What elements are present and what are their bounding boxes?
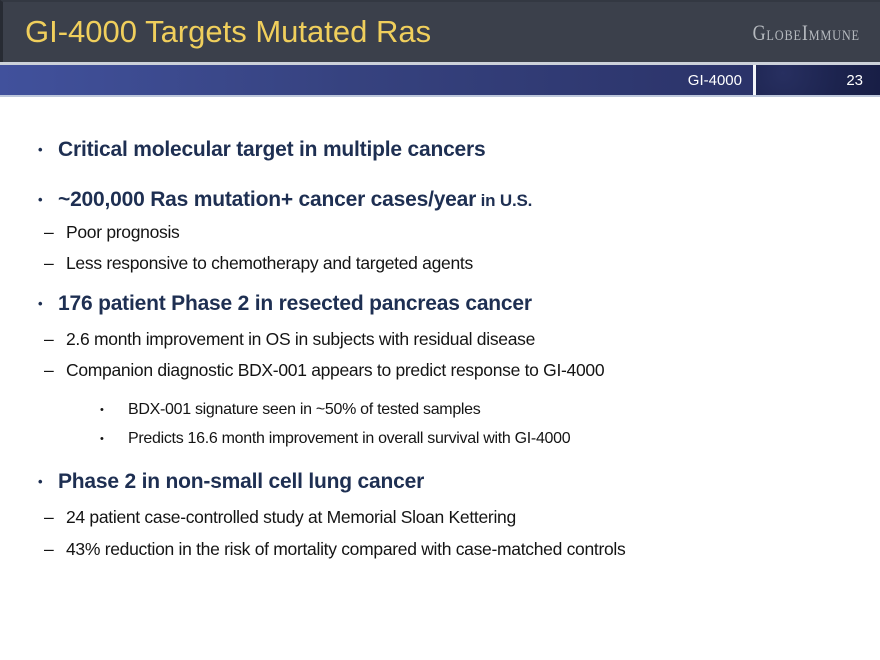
bullet-item (0, 358, 880, 382)
bullet-item (0, 428, 880, 450)
bullet-item (0, 187, 880, 214)
page-number: 23 (846, 71, 863, 89)
bullet-text: Less responsive to chemotherapy and targeted agents (66, 253, 473, 273)
dash-icon: – (44, 329, 54, 349)
bullet-item (0, 537, 880, 561)
page-number-box (756, 65, 880, 95)
dash-icon: – (44, 507, 54, 527)
product-label-section (0, 65, 753, 95)
bullet-icon: • (38, 142, 43, 157)
bullet-text: 176 patient Phase 2 in resected pancreas cancer (58, 292, 532, 315)
slide-body (0, 97, 880, 561)
dash-icon: – (44, 360, 54, 380)
dash-icon: – (44, 539, 54, 559)
bullet-text: 24 patient case-controlled study at Memorial Sloan Kettering (66, 507, 516, 527)
bullet-text-suffix: in U.S. (476, 191, 533, 210)
logo-letter: G (752, 19, 767, 45)
bullet-item (0, 137, 880, 163)
globeimmune-logo (752, 19, 860, 45)
dash-icon: – (44, 222, 54, 242)
bullet-text: Critical molecular target in multiple cancers (58, 138, 486, 161)
page-title: GI-4000 Targets Mutated Ras (25, 14, 432, 49)
logo-letter: I (801, 19, 809, 45)
bullet-text: BDX-001 signature seen in ~50% of tested samples (128, 401, 481, 418)
sub-header-bar (0, 65, 880, 95)
slide-header (0, 0, 880, 62)
bullet-item (0, 291, 880, 317)
bullet-item (0, 327, 880, 351)
bullet-item (0, 505, 880, 529)
bullet-text: Phase 2 in non-small cell lung cancer (58, 470, 425, 493)
bullet-icon: • (38, 474, 43, 489)
product-label: GI-4000 (687, 71, 742, 89)
bullet-text: Predicts 16.6 month improvement in overall survival with GI-4000 (128, 430, 571, 447)
logo-letters: MMUNE (808, 27, 860, 44)
bullet-icon: • (38, 192, 43, 207)
bullet-text: ~200,000 Ras mutation+ cancer cases/year (58, 188, 477, 211)
bullet-text: Companion diagnostic BDX-001 appears to predict response to GI-4000 (66, 360, 605, 380)
logo-letters: LOBE (766, 27, 802, 44)
bullet-icon: • (100, 433, 104, 445)
bullet-item (0, 251, 880, 275)
bullet-text: 43% reduction in the risk of mortality compared with case-matched controls (66, 539, 626, 559)
bullet-item (0, 399, 880, 421)
bullet-text: Poor prognosis (66, 222, 180, 242)
dash-icon: – (44, 253, 54, 273)
bullet-icon: • (38, 296, 43, 311)
bullet-icon: • (100, 404, 104, 416)
bullet-item (0, 469, 880, 495)
bullet-item (0, 220, 880, 244)
bullet-text: 2.6 month improvement in OS in subjects with residual disease (66, 329, 536, 349)
